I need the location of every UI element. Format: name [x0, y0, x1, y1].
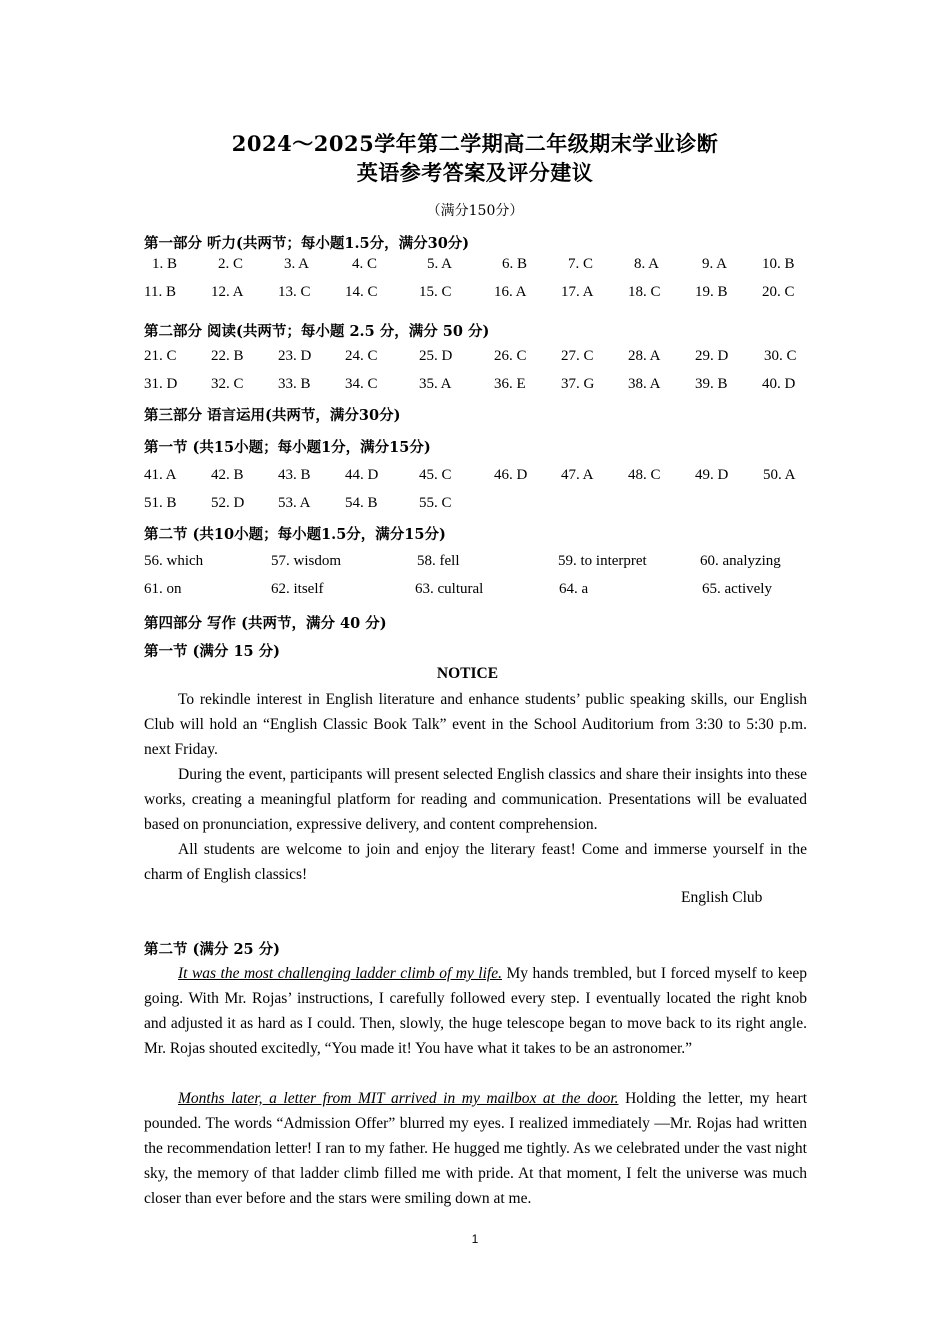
notice-paragraph: To rekindle interest in English literature and enhance students’ public speaking skills, our English Club will hold an “English Classic Book Talk” event in the School Auditorium from 3:30 to 5:30 p.m. next Friday. — [144, 691, 807, 758]
answer-item: 28. A — [628, 348, 661, 364]
part4-section1-heading: 第一节 (满分 15 分) — [144, 643, 281, 660]
answer-item: 44. D — [345, 467, 379, 483]
part3-heading: 第三部分 语言运用(共两节，满分30分) — [144, 407, 401, 424]
answer-item: 48. C — [628, 467, 661, 483]
answer-item: 42. B — [211, 467, 244, 483]
answer-item: 46. D — [494, 467, 528, 483]
answer-item: 21. C — [144, 348, 177, 364]
answer-item: 57. wisdom — [271, 553, 342, 569]
answer-item: 16. A — [494, 283, 527, 300]
answer-item: 25. D — [419, 348, 453, 364]
answer-item: 15. C — [419, 283, 452, 300]
part1-heading: 第一部分 听力(共两节；每小题1.5分，满分30分) — [144, 235, 470, 252]
answer-item: 64. a — [559, 580, 589, 597]
answer-item: 51. B — [144, 494, 177, 511]
answer-item: 10. B — [762, 256, 795, 272]
answer-item: 40. D — [762, 375, 796, 392]
answer-item: 27. C — [561, 348, 594, 364]
answer-item: 31. D — [144, 375, 178, 392]
answer-item: 7. C — [568, 256, 594, 272]
answer-item: 52. D — [211, 494, 245, 511]
answer-item: 19. B — [695, 283, 728, 300]
part2-heading: 第二部分 阅读(共两节；每小题 2.5 分，满分 50 分) — [144, 323, 490, 340]
notice-title: NOTICE — [436, 665, 499, 682]
answer-item: 23. D — [278, 348, 312, 364]
answer-item: 1. B — [152, 256, 178, 272]
part4-section2-heading: 第二节 (满分 25 分) — [144, 941, 281, 958]
answer-item: 60. analyzing — [700, 553, 781, 569]
part3-section1-heading: 第一节 (共15小题；每小题1分，满分15分) — [144, 439, 431, 456]
answer-item: 61. on — [144, 580, 182, 597]
story-paragraph — [144, 961, 807, 1061]
answer-item: 5. A — [427, 256, 453, 272]
notice-paragraph: All students are welcome to join and enjoy the literary feast! Come and immerse yourself in the charm of English classics! — [144, 841, 807, 883]
full-score-note: （满分150分） — [426, 203, 524, 219]
answer-item: 54. B — [345, 494, 378, 511]
answer-item: 58. fell — [417, 553, 460, 569]
answer-item: 18. C — [628, 283, 661, 300]
answer-item: 62. itself — [271, 580, 324, 597]
answer-item: 36. E — [494, 375, 526, 392]
answer-item: 55. C — [419, 494, 452, 511]
answer-item: 13. C — [278, 283, 311, 300]
page-number: 1 — [471, 1232, 479, 1246]
notice-signature: English Club — [681, 889, 763, 906]
answer-item: 24. C — [345, 348, 378, 364]
answer-item: 3. A — [284, 256, 310, 272]
answer-item: 4. C — [352, 256, 378, 272]
title-line-1: 2024～2025学年第二学期高二年级期末学业诊断 — [231, 131, 719, 156]
answer-item: 37. G — [561, 375, 595, 392]
answer-item: 53. A — [278, 494, 311, 511]
answer-item: 29. D — [695, 348, 729, 364]
answer-item: 14. C — [345, 283, 378, 300]
answer-item: 20. C — [762, 283, 795, 300]
answer-item: 26. C — [494, 348, 527, 364]
part4-heading: 第四部分 写作 (共两节，满分 40 分) — [144, 615, 387, 632]
answer-item: 2. C — [218, 256, 244, 272]
answer-item: 11. B — [144, 283, 176, 300]
answer-item: 22. B — [211, 348, 244, 364]
answer-item: 34. C — [345, 375, 378, 392]
story-lead-sentence: Months later, a letter from MIT arrived in my mailbox at the door. — [178, 1090, 619, 1107]
story-body: My hands trembled, but I forced myself to keep going. With Mr. Rojas’ instructions, I carefully followed every step. I eventually located the right knob and adjusted it as hard as I could. Then, slowly, the huge telescope began to move back to its right angle. Mr. Rojas shouted excitedly, “You made it! You have what it takes to be an astronomer.” — [144, 965, 807, 1057]
answer-item: 30. C — [764, 348, 797, 364]
answer-item: 12. A — [211, 283, 244, 300]
answer-item: 6. B — [502, 256, 528, 272]
answer-item: 17. A — [561, 283, 594, 300]
story-body: Holding the letter, my heart pounded. The words “Admission Offer” blurred my eyes. I realized immediately —Mr. Rojas had written the recommendation letter! I ran to my father. He hugged me tightly. As we celebrated under the vast night sky, the memory of that ladder climb filled me with pride. At that moment, I felt the universe was much closer than ever before and the stars were smiling down at me. — [144, 1090, 807, 1207]
answer-item: 8. A — [634, 256, 660, 272]
notice-paragraph: During the event, participants will present selected English classics and share their insights into these works, creating a meaningful platform for reading and communication. Presentations will be evaluated based on pronunciation, expressive delivery, and content comprehension. — [144, 766, 807, 833]
answer-item: 32. C — [211, 375, 244, 392]
answer-item: 59. to interpret — [558, 553, 647, 569]
answer-item: 9. A — [702, 256, 728, 272]
answer-item: 39. B — [695, 375, 728, 392]
answer-item: 50. A — [763, 467, 796, 483]
answer-item: 43. B — [278, 467, 311, 483]
answer-item: 65. actively — [702, 580, 772, 597]
answer-item: 45. C — [419, 467, 452, 483]
answer-item: 63. cultural — [415, 580, 484, 597]
story-paragraph — [144, 1086, 807, 1211]
answer-item: 41. A — [144, 467, 177, 483]
answer-item: 49. D — [695, 467, 729, 483]
part3-section2-heading: 第二节 (共10小题；每小题1.5分，满分15分) — [144, 526, 446, 543]
story-lead-sentence: It was the most challenging ladder climb of my life. — [178, 965, 502, 982]
title-line-2: 英语参考答案及评分建议 — [356, 160, 594, 185]
answer-item: 56. which — [144, 553, 204, 569]
answer-item: 47. A — [561, 467, 594, 483]
answer-item: 33. B — [278, 375, 311, 392]
answer-item: 35. A — [419, 375, 452, 392]
answer-item: 38. A — [628, 375, 661, 392]
